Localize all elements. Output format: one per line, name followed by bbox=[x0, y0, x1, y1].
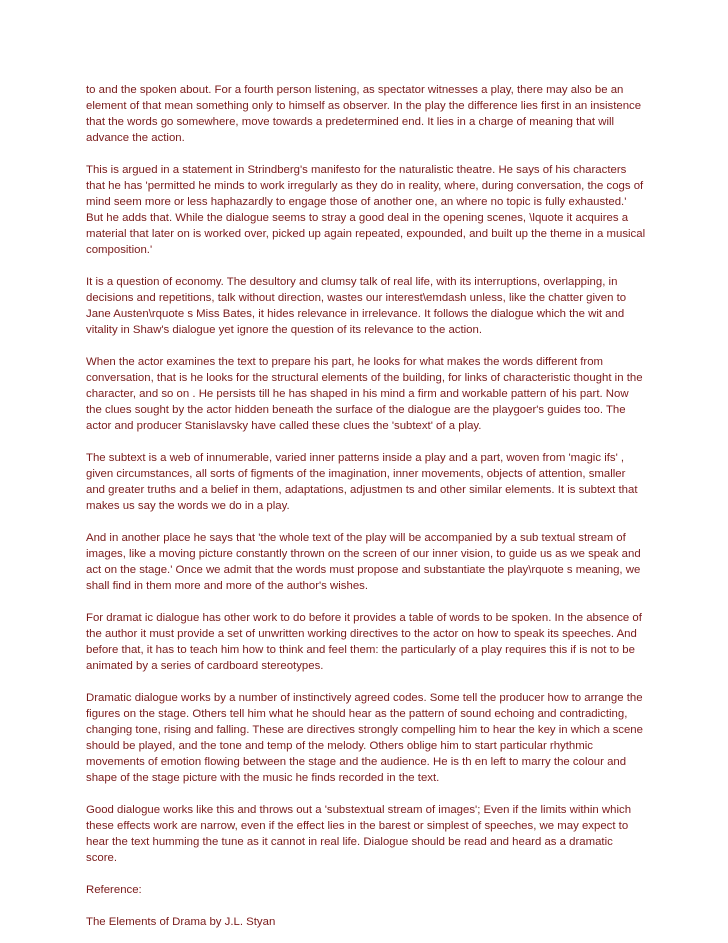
paragraph-4: When the actor examines the text to prepare his part, he looks for what makes the words different from conversation, that is he looks for the structural elements of the building, for links of characteristic thought in the character, and so on . He persists till he has shaped in his mind a firm and workable pattern of his part. Now the clues sought by the actor hidden beneath the surface of the dialogue are the playgoer's guides too. The actor and producer Stanislavsky have called these clues the 'subtext' of a play. bbox=[86, 356, 643, 432]
document-page bbox=[86, 82, 646, 930]
paragraph-9: Good dialogue works like this and throws out a 'substextual stream of images'; Even if the limits within which these effects work are narrow, even if the effect lies in the barest or simplest of speeches, we may expect to hear the text humming the tune as it cannot in real life. Dialogue should be read and heard as a dramatic score. bbox=[86, 804, 632, 864]
paragraph-8: Dramatic dialogue works by a number of instinctively agreed codes. Some tell the producer how to arrange the figures on the stage. Others tell him what he should hear as the pattern of sound echoing and contradicting, changing tone, rising and falling. These are directives strongly compelling him to hear the key in which a scene should be played, and the tone and temp of the melody. Others oblige him to start particular rhythmic movements of emotion flowing between the stage and the audience. He is th en left to marry the colour and shape of the stage picture with the music he finds recorded in the text. bbox=[86, 692, 643, 784]
paragraph-3: It is a question of economy. The desultory and clumsy talk of real life, with its interruptions, overlapping, in decisions and repetitions, talk without direction, wastes our interest\emdash unless, like the chatter given to Jane Austen\rquote s Miss Bates, it hides relevance in irrelevance. It follows the dialogue which the wit and vitality in Shaw's dialogue yet ignore the question of its relevance to the action. bbox=[86, 276, 627, 336]
reference-heading: Reference: bbox=[86, 884, 142, 896]
paragraph-5: The subtext is a web of innumerable, varied inner patterns inside a play and a part, woven from 'magic ifs' , given circumstances, all sorts of figments of the imagination, inner movements, objects of attention, smaller and greater truths and a belief in them, adaptations, adjustmen ts and other similar elements. It is subtext that makes us say the words we do in a play. bbox=[86, 452, 638, 512]
paragraph-7: For dramat ic dialogue has other work to do before it provides a table of words to be spoken. In the absence of the author it must provide a set of unwritten working directives to the actor on how to speak its speeches. And before that, it has to teach him how to think and feel them: the particularly of a play requires this if is not to be animated by a series of cardboard stereotypes. bbox=[86, 612, 642, 672]
paragraph-1: to and the spoken about. For a fourth person listening, as spectator witnesses a play, there may also be an element of that mean something only to himself as observer. In the play the difference lies first in an insistence that the words go somewhere, move towards a predetermined end. It lies in a charge of meaning that will advance the action. bbox=[86, 84, 642, 144]
reference-citation: The Elements of Drama by J.L. Styan bbox=[86, 916, 276, 928]
paragraph-6: And in another place he says that 'the whole text of the play will be accompanied by a sub textual stream of images, like a moving picture constantly thrown on the screen of our inner vision, to guide us as we speak and act on the stage.' Once we admit that the words must propose and substantiate the play\rquote s meaning, we shall find in them more and more of the author's wishes. bbox=[86, 532, 641, 592]
paragraph-2: This is argued in a statement in Strindberg's manifesto for the naturalistic theatre. He says of his characters that he has 'permitted he minds to work irregularly as they do in reality, where, during conversation, the cogs of mind seem more or less haphazardly to engage those of another one, an where no topic is fully exhausted.' But he adds that. While the dialogue seems to stray a good deal in the opening scenes, \lquote it acquires a material that later on is worked over, picked up again repeated, expounded, and built up the theme in a musical composition.' bbox=[86, 164, 646, 256]
